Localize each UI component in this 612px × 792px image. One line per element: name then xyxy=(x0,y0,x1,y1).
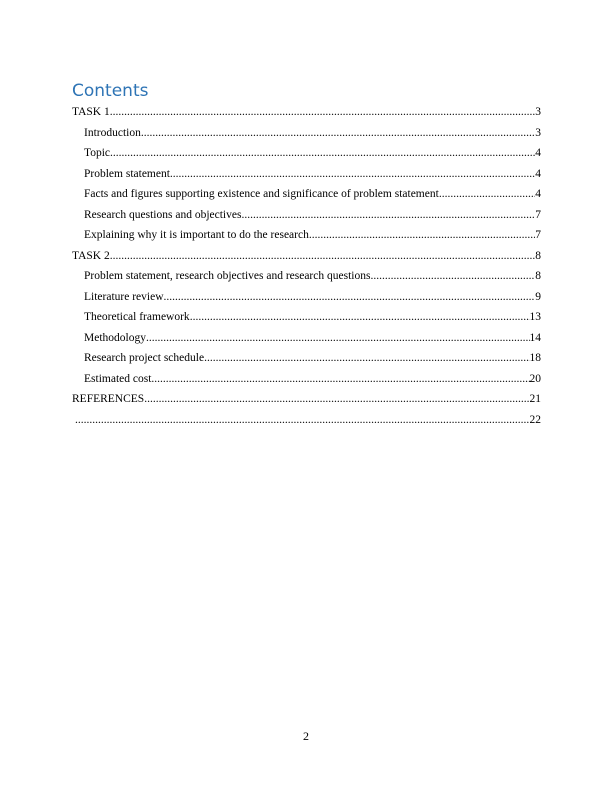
toc-dot-leader xyxy=(309,225,535,246)
toc-dot-leader xyxy=(170,164,535,185)
toc-entry-references[interactable] xyxy=(72,389,541,410)
toc-entry-title: Introduction xyxy=(84,126,141,139)
toc-entry-title: TASK 1 xyxy=(72,106,110,118)
toc-entry-literature-review[interactable] xyxy=(72,287,541,308)
toc-entry-title: Methodology xyxy=(84,331,146,344)
toc-dot-leader xyxy=(75,410,530,431)
toc-entry-title: TASK 2 xyxy=(72,249,110,262)
toc-entry-page: 7 xyxy=(535,208,541,221)
toc-entry-page: 14 xyxy=(529,331,541,344)
toc-entry-title: Research project schedule xyxy=(84,352,205,364)
toc-dot-leader xyxy=(110,143,535,164)
toc-entry-project-schedule[interactable] xyxy=(72,348,541,369)
toc-entry-page: 3 xyxy=(535,126,541,139)
toc-entry-title: Theoretical framework xyxy=(84,311,190,323)
toc-entry-page: 3 xyxy=(535,106,541,118)
toc-entry-methodology[interactable] xyxy=(72,328,541,349)
toc-entry-importance-of-research[interactable] xyxy=(72,225,541,246)
toc-entry-page: 13 xyxy=(529,311,541,323)
toc-entry-title: Literature review xyxy=(84,290,164,303)
toc-entry-page: 22 xyxy=(529,413,541,426)
toc-entry-research-questions[interactable] xyxy=(72,205,541,226)
toc-entry-page: 7 xyxy=(535,229,541,241)
table-of-contents xyxy=(72,102,541,430)
toc-dot-leader xyxy=(204,348,529,369)
toc-dot-leader xyxy=(151,369,529,390)
toc-entry-title: Topic xyxy=(84,147,111,159)
toc-heading: Contents xyxy=(72,81,149,101)
toc-entry-topic[interactable] xyxy=(72,143,541,164)
toc-entry-estimated-cost[interactable] xyxy=(72,369,541,390)
toc-entry-page: 8 xyxy=(535,249,541,262)
toc-entry-untitled[interactable] xyxy=(72,410,541,431)
toc-entry-title: REFERENCES xyxy=(72,393,145,405)
toc-entry-theoretical-framework[interactable] xyxy=(72,307,541,328)
toc-dot-leader xyxy=(439,184,535,205)
toc-entry-title: Facts and figures supporting existence and significance of problem statement xyxy=(84,188,439,200)
toc-entry-page: 4 xyxy=(535,147,541,159)
toc-entry-facts-and-figures[interactable] xyxy=(72,184,541,205)
toc-entry-page: 21 xyxy=(529,393,541,405)
toc-entry-title: Research questions and objectives xyxy=(84,208,242,221)
toc-dot-leader xyxy=(144,389,529,410)
toc-entry-title: Explaining why it is important to do the research xyxy=(84,229,309,241)
toc-entry-page: 9 xyxy=(535,290,541,303)
toc-entry-page: 8 xyxy=(535,270,541,282)
toc-entry-introduction[interactable] xyxy=(72,123,541,144)
toc-entry-page: 18 xyxy=(529,352,541,364)
toc-dot-leader xyxy=(110,246,536,267)
toc-dot-leader xyxy=(164,287,536,308)
toc-entry-page: 4 xyxy=(535,188,541,200)
toc-entry-page: 20 xyxy=(529,372,541,385)
toc-dot-leader xyxy=(141,123,535,144)
toc-entry-task-2[interactable] xyxy=(72,246,541,267)
toc-dot-leader xyxy=(110,102,536,123)
toc-entry-title: Problem statement, research objectives and research questions xyxy=(84,270,371,282)
toc-entry-problem-statement-objectives[interactable] xyxy=(72,266,541,287)
toc-dot-leader xyxy=(370,266,535,287)
toc-entry-page: 4 xyxy=(535,167,541,180)
toc-entry-title: Problem statement xyxy=(84,167,170,180)
toc-dot-leader xyxy=(241,205,535,226)
toc-entry-task-1[interactable] xyxy=(72,102,541,123)
toc-entry-problem-statement[interactable] xyxy=(72,164,541,185)
toc-dot-leader xyxy=(190,307,530,328)
toc-dot-leader xyxy=(146,328,530,349)
toc-entry-title: Estimated cost xyxy=(84,372,152,385)
page-number: 2 xyxy=(303,729,309,743)
